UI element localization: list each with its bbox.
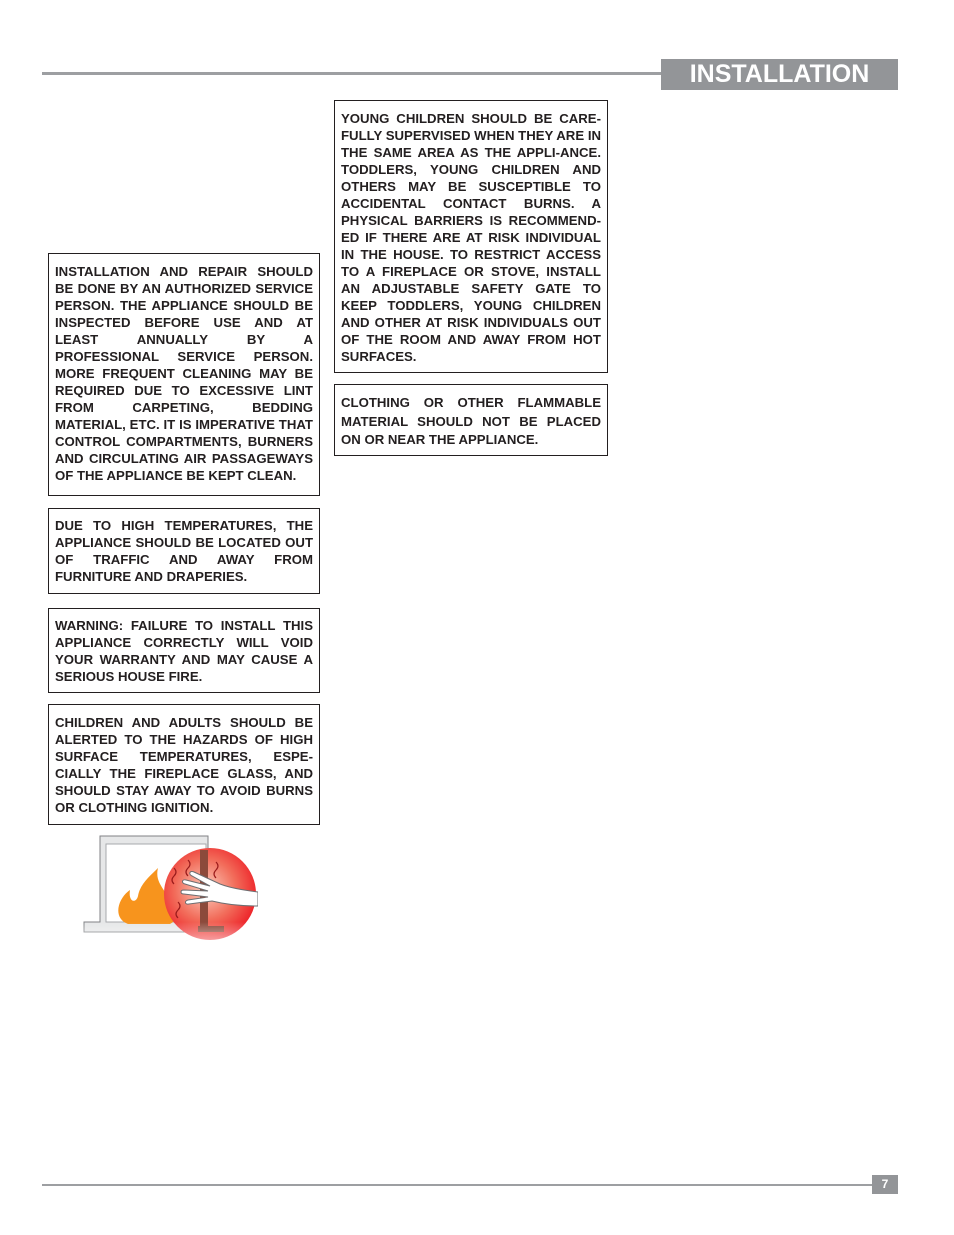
warning-failure-to-install: WARNING: FAILURE TO INSTALL THIS APPLIANCE CORRECTLY WILL VOID YOUR WARRANTY AND MAY CAUSE A SERIOUS HOUSE FIRE. <box>48 608 320 693</box>
warning-high-temperatures: DUE TO HIGH TEMPERATURES, THE APPLIANCE SHOULD BE LOCATED OUT OF TRAFFIC AND AWAY FROM FURNITURE AND DRAPERIES. <box>48 508 320 594</box>
header-rule <box>42 72 662 75</box>
warning-young-children: YOUNG CHILDREN SHOULD BE CARE-FULLY SUPERVISED WHEN THEY ARE IN THE SAME AREA AS THE APPLI-ANCE. TODDLERS, YOUNG CHILDREN AND OTHERS MAY BE SUSCEPTIBLE TO ACCIDENTAL CONTACT BURNS. A PHYSICAL BARRIERS IS RECOMMEND-ED IF THERE ARE AT RISK INDIVIDUAL IN THE HOUSE. TO RESTRICT ACCESS TO A FIREPLACE OR STOVE, INSTALL AN ADJUSTABLE SAFETY GATE TO KEEP TODDLERS, YOUNG CHILDREN AND OTHER AT RISK INDIVIDUALS OUT OF THE ROOM AND AWAY FROM HOT SURFACES. <box>334 100 608 373</box>
warning-children-adults: CHILDREN AND ADULTS SHOULD BE ALERTED TO THE HAZARDS OF HIGH SURFACE TEMPERATURES, ESPE-CIALLY THE FIREPLACE GLASS, AND SHOULD STAY AWAY TO AVOID BURNS OR CLOTHING IGNITION. <box>48 704 320 825</box>
section-title: INSTALLATION <box>661 59 898 90</box>
page-number: 7 <box>872 1175 898 1194</box>
footer-rule <box>42 1184 872 1186</box>
hot-surface-hand-icon <box>82 832 258 952</box>
warning-installation-repair: INSTALLATION AND REPAIR SHOULD BE DONE BY AN AUTHORIZED SERVICE PERSON. THE APPLIANCE SHOULD BE INSPECTED BEFORE USE AND AT LEAST ANNUALLY BY A PROFESSIONAL SERVICE PERSON. MORE FREQUENT CLEANING MAY BE REQUIRED DUE TO EXCESSIVE LINT FROM CARPETING, BEDDING MATERIAL, ETC. IT IS IMPERATIVE THAT CONTROL COMPARTMENTS, BURNERS AND CIRCULATING AIR PASSAGEWAYS OF THE APPLIANCE BE KEPT CLEAN. <box>48 253 320 496</box>
warning-clothing: CLOTHING OR OTHER FLAMMABLE MATERIAL SHOULD NOT BE PLACED ON OR NEAR THE APPLIANCE. <box>334 384 608 456</box>
